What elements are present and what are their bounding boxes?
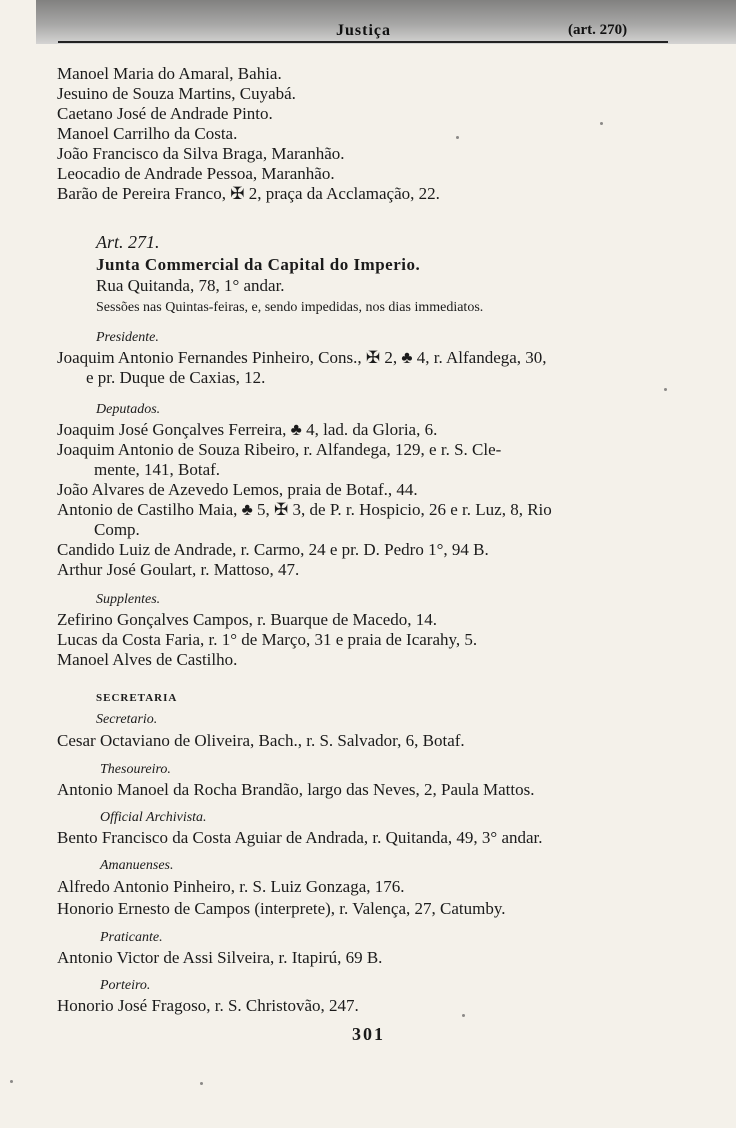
text-line: Honorio Ernesto de Campos (interprete), r. Valença, 27, Catumby. [57, 899, 506, 918]
text-line: Bento Francisco da Costa Aguiar de Andrada, r. Quitanda, 49, 3° andar. [57, 828, 543, 847]
subheading: Thesoureiro. [100, 762, 171, 777]
subheading: Deputados. [96, 402, 161, 417]
text-line: Honorio José Fragoso, r. S. Christovão, 247. [57, 996, 359, 1015]
text-line: Comp. [94, 520, 140, 539]
page-number: 301 [352, 1024, 385, 1044]
running-head-title: Justiça [336, 22, 391, 39]
subheading: Praticante. [100, 930, 163, 945]
text-line: Manoel Maria do Amaral, Bahia. [57, 64, 282, 83]
text-line: Lucas da Costa Faria, r. 1° de Março, 31 e praia de Icarahy, 5. [57, 630, 478, 649]
text-line: Cesar Octaviano de Oliveira, Bach., r. S. Salvador, 6, Botaf. [57, 731, 465, 750]
text-line: Antonio de Castilho Maia, ♣ 5, ✠ 3, de P. r. Hospicio, 26 e r. Luz, 8, Rio [57, 500, 552, 519]
ink-speck [664, 388, 667, 391]
ink-speck [462, 1014, 465, 1017]
text-line: Caetano José de Andrade Pinto. [57, 104, 273, 123]
text-line: Joaquim José Gonçalves Ferreira, ♣ 4, lad. da Gloria, 6. [57, 420, 438, 439]
text-line: Arthur José Goulart, r. Mattoso, 47. [57, 560, 300, 579]
article-number: Art. 271. [96, 232, 160, 252]
text-line: Joaquim Antonio Fernandes Pinheiro, Cons., ✠ 2, ♣ 4, r. Alfandega, 30, [57, 348, 547, 367]
text-line: Joaquim Antonio de Souza Ribeiro, r. Alfandega, 129, e r. S. Cle- [57, 440, 502, 459]
address-line: Rua Quitanda, 78, 1° andar. [96, 276, 285, 295]
subheading: Amanuenses. [100, 858, 174, 873]
subheading: Presidente. [96, 330, 159, 345]
text-line: Zefirino Gonçalves Campos, r. Buarque de Macedo, 14. [57, 610, 438, 629]
ink-speck [200, 1082, 203, 1085]
text-line: Antonio Manoel da Rocha Brandão, largo das Neves, 2, Paula Mattos. [57, 780, 535, 799]
text-line: Manoel Carrilho da Costa. [57, 124, 238, 143]
text-line: Antonio Victor de Assi Silveira, r. Itapirú, 69 B. [57, 948, 383, 967]
header-rule [58, 41, 668, 43]
text-line: e pr. Duque de Caxias, 12. [86, 368, 266, 387]
text-line: João Alvares de Azevedo Lemos, praia de Botaf., 44. [57, 480, 418, 499]
section-label: SECRETARIA [96, 692, 178, 704]
text-line: João Francisco da Silva Braga, Maranhão. [57, 144, 345, 163]
text-line: Jesuino de Souza Martins, Cuyabá. [57, 84, 296, 103]
text-line: mente, 141, Botaf. [94, 460, 221, 479]
running-head-article: (art. 270) [568, 22, 628, 38]
text-line: Manoel Alves de Castilho. [57, 650, 238, 669]
text-line: Leocadio de Andrade Pessoa, Maranhão. [57, 164, 335, 183]
ink-speck [10, 1080, 13, 1083]
subheading: Porteiro. [100, 978, 151, 993]
subheading: Supplentes. [96, 592, 161, 607]
text-line: Candido Luiz de Andrade, r. Carmo, 24 e pr. D. Pedro 1°, 94 B. [57, 540, 489, 559]
ink-speck [456, 136, 459, 139]
subheading: Official Archivista. [100, 810, 207, 825]
sessions-note: Sessões nas Quintas-feiras, e, sendo impedidas, nos dias immediatos. [96, 300, 484, 315]
section-heading: Junta Commercial da Capital do Imperio. [96, 255, 421, 274]
ink-speck [600, 122, 603, 125]
text-line: Barão de Pereira Franco, ✠ 2, praça da Acclamação, 22. [57, 184, 440, 203]
text-line: Alfredo Antonio Pinheiro, r. S. Luiz Gonzaga, 176. [57, 877, 405, 896]
subheading: Secretario. [96, 712, 158, 727]
